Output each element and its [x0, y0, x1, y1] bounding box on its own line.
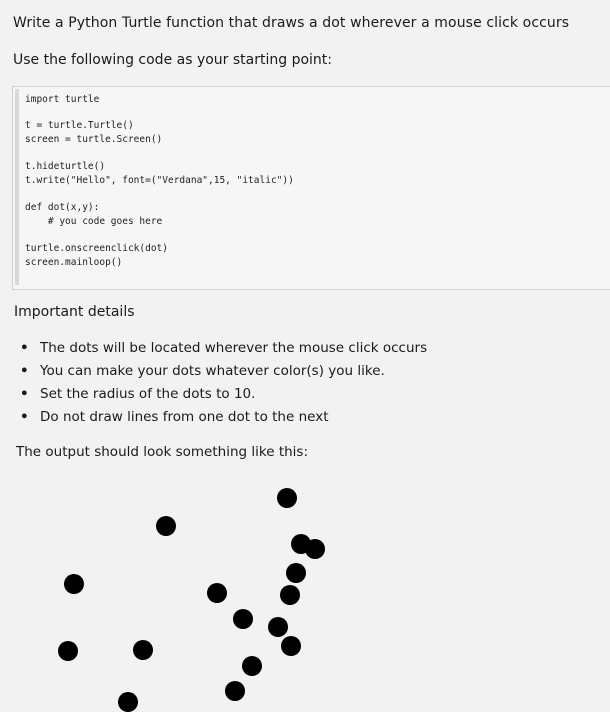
- code-block: [12, 86, 610, 290]
- example-dot: [58, 641, 78, 661]
- example-dot: [281, 636, 301, 656]
- example-dot: [207, 583, 227, 603]
- example-dot: [268, 617, 288, 637]
- example-dot: [133, 640, 153, 660]
- code-line: t.write("Hello", font=("Verdana",15, "italic")): [25, 175, 294, 186]
- output-label: The output should look something like this:: [16, 444, 308, 460]
- detail-item-text: Do not draw lines from one dot to the next: [40, 409, 329, 425]
- example-dot: [233, 609, 253, 629]
- code-line: t.hideturtle(): [25, 161, 106, 172]
- example-dot: [305, 539, 325, 559]
- detail-item: [20, 409, 329, 425]
- code-line: screen = turtle.Screen(): [25, 134, 163, 145]
- code-line: # you code goes here: [25, 216, 163, 227]
- detail-item-text: You can make your dots whatever color(s) you like.: [40, 363, 385, 379]
- detail-item: [20, 363, 385, 379]
- detail-item: [20, 340, 427, 356]
- code-block-edge: [15, 89, 19, 285]
- example-dot: [242, 656, 262, 676]
- code-line: turtle.onscreenclick(dot): [25, 243, 168, 254]
- code-line: import turtle: [25, 94, 100, 105]
- detail-item-text: Set the radius of the dots to 10.: [40, 386, 256, 402]
- details-heading: Important details: [14, 304, 135, 320]
- bullet-icon: •: [20, 409, 29, 425]
- example-dot: [118, 692, 138, 712]
- question-title: Write a Python Turtle function that draws a dot wherever a mouse click occurs: [13, 15, 570, 31]
- question-subtitle: Use the following code as your starting point:: [13, 52, 333, 68]
- bullet-icon: •: [20, 363, 29, 379]
- detail-item-text: The dots will be located wherever the mouse click occurs: [40, 340, 428, 356]
- example-dot: [225, 681, 245, 701]
- code-line: t = turtle.Turtle(): [25, 120, 134, 131]
- example-dot: [277, 488, 297, 508]
- example-dot: [286, 563, 306, 583]
- example-dot: [156, 516, 176, 536]
- detail-item: [20, 386, 255, 402]
- code-line: screen.mainloop(): [25, 257, 123, 268]
- example-output-canvas: [0, 470, 610, 700]
- code-line: def dot(x,y):: [25, 202, 100, 213]
- bullet-icon: •: [20, 340, 29, 356]
- example-dot: [280, 585, 300, 605]
- example-dot: [64, 574, 84, 594]
- bullet-icon: •: [20, 386, 29, 402]
